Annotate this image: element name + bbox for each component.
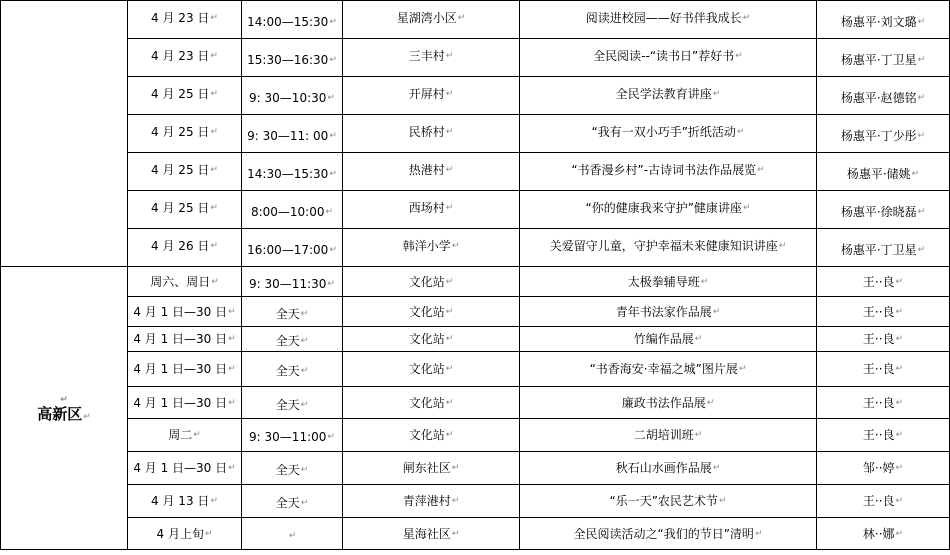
paragraph-mark: ↵ <box>694 334 703 344</box>
place-text: 韩洋小学 <box>402 238 451 253</box>
time-text: 14:30—15:30 <box>247 166 329 181</box>
cell-time <box>242 452 343 485</box>
place-text: 星湖湾小区 <box>396 10 457 25</box>
activity-text: 全民阅读活动之“我们的节日”清明 <box>573 526 754 541</box>
paragraph-mark: ↵ <box>445 430 454 440</box>
cell-activity <box>520 485 817 518</box>
paragraph-mark: ↵ <box>757 164 765 175</box>
paragraph-mark: ↵ <box>895 306 904 317</box>
paragraph-mark: ↵ <box>445 364 454 374</box>
table-row <box>1 39 950 77</box>
paragraph-mark: ↵ <box>445 202 454 213</box>
table-row <box>1 327 950 352</box>
date-text: 4 月 23 日 <box>151 10 210 25</box>
cell-time <box>242 191 343 229</box>
cell-place <box>343 518 520 550</box>
cell-place <box>343 115 520 153</box>
paragraph-mark: ↵ <box>445 397 454 408</box>
cell-time <box>242 77 343 115</box>
paragraph-mark: ↵ <box>718 496 727 506</box>
cell-date <box>128 452 242 485</box>
paragraph-mark: ↵ <box>300 336 309 346</box>
paragraph-mark: ↵ <box>300 366 309 376</box>
table-row <box>1 115 950 153</box>
activity-text: “乐一天”农民艺术节 <box>609 494 718 508</box>
paragraph-mark: ↵ <box>445 50 454 61</box>
date-text: 4 月 25 日 <box>151 200 210 215</box>
persons-text: 王··良 <box>862 304 895 319</box>
paragraph-mark: ↵ <box>706 397 715 408</box>
place-text: 民桥村 <box>408 124 445 139</box>
paragraph-mark: ↵ <box>712 88 721 99</box>
persons-text: 杨惠平·刘文璐 <box>840 14 917 29</box>
table-row <box>1 518 950 550</box>
table-row <box>1 387 950 419</box>
table-row <box>1 77 950 115</box>
activity-text: 太极拳辅导班 <box>627 274 700 289</box>
paragraph-mark: ↵ <box>300 498 309 508</box>
paragraph-mark: ↵ <box>895 463 904 473</box>
cell-time <box>242 267 343 297</box>
cell-time <box>242 1 343 39</box>
paragraph-mark: ↵ <box>210 50 218 61</box>
table-row <box>1 229 950 267</box>
paragraph-mark: ↵ <box>895 276 904 287</box>
activity-text: 阅读进校园——好书伴我成长 <box>585 10 742 25</box>
cell-place <box>343 452 520 485</box>
cell-time <box>242 115 343 153</box>
cell-activity <box>520 229 817 267</box>
paragraph-mark: ↵ <box>895 430 904 440</box>
paragraph-mark: ↵ <box>736 126 745 137</box>
cell-persons <box>817 297 950 327</box>
paragraph-mark: ↵ <box>210 202 218 213</box>
paragraph-mark: ↵ <box>210 12 218 23</box>
cell-time <box>242 327 343 352</box>
paragraph-mark: ↵ <box>329 244 337 255</box>
place-text: 文化站 <box>408 274 445 289</box>
activity-text: 秋石山水画作品展 <box>615 461 712 475</box>
paragraph-mark: ↵ <box>210 88 218 99</box>
paragraph-mark: ↵ <box>329 54 337 65</box>
cell-date <box>128 115 242 153</box>
time-text: 14:00—15:30 <box>247 14 329 29</box>
paragraph-mark: ↵ <box>228 364 236 374</box>
cell-activity <box>520 419 817 452</box>
place-text: 文化站 <box>408 428 445 442</box>
cell-place <box>343 267 520 297</box>
persons-text: 王··良 <box>862 428 895 442</box>
time-text: 全天 <box>275 496 300 510</box>
date-text: 4 月 1 日—30 日 <box>133 461 228 475</box>
cell-date <box>128 39 242 77</box>
paragraph-mark: ↵ <box>917 54 926 65</box>
place-text: 文化站 <box>408 332 445 346</box>
place-text: 文化站 <box>408 395 445 410</box>
activity-text: “你的健康我来守护”健康讲座 <box>585 200 742 215</box>
paragraph-mark: ↵ <box>895 364 904 374</box>
time-text: 全天 <box>275 364 300 378</box>
activity-text: 关爱留守儿童，守护幸福未来健康知识讲座 <box>549 238 778 253</box>
cell-time <box>242 352 343 387</box>
cell-place <box>343 419 520 452</box>
paragraph-mark: ↵ <box>457 12 466 23</box>
paragraph-mark: ↵ <box>895 496 904 506</box>
cell-persons <box>817 39 950 77</box>
cell-place <box>343 191 520 229</box>
paragraph-mark: ↵ <box>228 397 236 408</box>
date-text: 周六、周日 <box>150 274 211 289</box>
cell-date <box>128 387 242 419</box>
paragraph-mark: ↵ <box>694 430 703 440</box>
cell-persons <box>817 518 950 550</box>
date-text: 周二 <box>168 428 193 442</box>
cell-persons <box>817 387 950 419</box>
paragraph-mark: ↵ <box>204 528 213 539</box>
persons-text: 王··良 <box>862 494 895 508</box>
cell-activity <box>520 452 817 485</box>
district-name: 高新区 <box>37 404 83 423</box>
table-row <box>1 267 950 297</box>
activity-text: 全民学法教育讲座 <box>615 86 712 101</box>
table-row <box>1 153 950 191</box>
paragraph-mark: ↵ <box>300 465 309 475</box>
paragraph-mark: ↵ <box>451 496 460 506</box>
cell-place <box>343 352 520 387</box>
date-text: 4 月 25 日 <box>151 162 210 177</box>
date-text: 4 月 1 日—30 日 <box>133 395 228 410</box>
cell-persons <box>817 1 950 39</box>
time-text: 15:30—16:30 <box>247 52 329 67</box>
table-row <box>1 352 950 387</box>
activity-text: 青年书法家作品展 <box>615 304 712 319</box>
cell-persons <box>817 153 950 191</box>
paragraph-mark: ↵ <box>211 276 219 287</box>
cell-date <box>128 297 242 327</box>
cell-date <box>128 352 242 387</box>
cell-persons <box>817 419 950 452</box>
cell-place <box>343 387 520 419</box>
time-text: 9: 30—11:30 <box>249 276 327 291</box>
paragraph-mark: ↵ <box>329 130 337 141</box>
paragraph-mark: ↵ <box>300 399 309 410</box>
table-row <box>1 452 950 485</box>
cell-persons <box>817 191 950 229</box>
cell-activity <box>520 518 817 550</box>
activity-text: 廉政书法作品展 <box>621 395 706 410</box>
persons-text: 杨惠平·丁卫星 <box>840 52 917 67</box>
paragraph-mark: ↵ <box>445 306 454 317</box>
cell-time <box>242 297 343 327</box>
paragraph-mark: ↵ <box>445 276 454 287</box>
cell-place <box>343 229 520 267</box>
time-text: 全天 <box>275 397 300 412</box>
cell-date <box>128 518 242 550</box>
cell-activity <box>520 77 817 115</box>
cell-place <box>343 77 520 115</box>
cell-time <box>242 419 343 452</box>
district-cell <box>1 267 128 550</box>
paragraph-mark: ↵ <box>193 430 201 440</box>
cell-activity <box>520 352 817 387</box>
cell-date <box>128 267 242 297</box>
cell-place <box>343 1 520 39</box>
cell-activity <box>520 191 817 229</box>
place-text: 文化站 <box>408 304 445 319</box>
paragraph-mark: ↵ <box>895 334 904 344</box>
paragraph-mark: ↵ <box>911 168 920 179</box>
paragraph-mark: ↵ <box>210 126 218 137</box>
paragraph-mark: ↵ <box>778 240 787 251</box>
date-text: 4 月 1 日—30 日 <box>133 332 228 346</box>
paragraph-mark: ↵ <box>742 12 751 23</box>
persons-text: 杨惠平·储姚 <box>846 166 911 181</box>
paragraph-mark: ↵ <box>451 240 460 251</box>
date-text: 4 月 26 日 <box>151 238 210 253</box>
table-row <box>1 485 950 518</box>
cell-activity <box>520 327 817 352</box>
cell-activity <box>520 267 817 297</box>
time-text: 9: 30—10:30 <box>249 90 327 105</box>
paragraph-mark: ↵ <box>895 528 904 539</box>
cell-time <box>242 39 343 77</box>
date-text: 4 月 25 日 <box>151 86 210 101</box>
time-text: 9: 30—11:00 <box>249 430 327 444</box>
paragraph-mark: ↵ <box>210 164 218 175</box>
district-cell-empty <box>1 1 128 267</box>
paragraph-mark: ↵ <box>228 334 236 344</box>
activity-text: 全民阅读--“读书日”荐好书 <box>593 48 735 63</box>
cell-persons <box>817 267 950 297</box>
time-text: 全天 <box>275 306 300 321</box>
cell-persons <box>817 485 950 518</box>
cell-activity <box>520 115 817 153</box>
paragraph-mark: ↵ <box>329 16 337 27</box>
place-text: 闸东社区 <box>402 461 451 475</box>
persons-text: 林··娜 <box>862 526 895 541</box>
time-text: 全天 <box>275 463 300 477</box>
time-text: 16:00—17:00 <box>247 242 329 257</box>
paragraph-mark: ↵ <box>700 276 709 287</box>
place-text: 星海社区 <box>402 526 451 541</box>
persons-text: 王··良 <box>862 395 895 410</box>
paragraph-mark: ↵ <box>917 130 926 141</box>
paragraph-mark: ↵ <box>445 334 454 344</box>
cell-place <box>343 485 520 518</box>
cell-persons <box>817 115 950 153</box>
activity-text: “书香海安·幸福之城”图片展 <box>589 362 738 376</box>
paragraph-mark: ↵ <box>917 206 926 217</box>
activity-text: 二胡培训班 <box>633 428 694 442</box>
paragraph-mark: ↵ <box>451 463 460 473</box>
time-text: 8:00—10:00 <box>250 204 325 219</box>
paragraph-mark: ↵ <box>735 50 743 61</box>
cell-date <box>128 419 242 452</box>
paragraph-mark: ↵ <box>329 168 337 179</box>
paragraph-mark: ↵ <box>210 496 218 506</box>
cell-date <box>128 1 242 39</box>
cell-activity <box>520 387 817 419</box>
paragraph-mark: ↵ <box>738 364 747 374</box>
persons-text: 王··良 <box>862 274 895 289</box>
persons-text: 杨惠平·赵德铭 <box>840 90 917 105</box>
cell-persons <box>817 327 950 352</box>
persons-text: 杨惠平·徐晓磊 <box>840 204 917 219</box>
cell-time <box>242 485 343 518</box>
time-text: 9: 30—11: 00 <box>247 128 329 143</box>
cell-date <box>128 191 242 229</box>
cell-persons <box>817 229 950 267</box>
date-text: 4 月上旬 <box>156 526 204 541</box>
paragraph-mark: ↵ <box>325 206 334 217</box>
paragraph-mark: ↵ <box>917 244 926 255</box>
place-text: 热港村 <box>408 162 445 177</box>
paragraph-mark: ↵ <box>300 308 309 319</box>
place-text: 开屏村 <box>408 86 445 101</box>
persons-text: 杨惠平·丁少彤 <box>840 128 917 143</box>
persons-text: 王··良 <box>862 332 895 346</box>
place-text: 文化站 <box>408 362 445 376</box>
cell-persons <box>817 77 950 115</box>
paragraph-mark: ↵ <box>895 397 904 408</box>
paragraph-mark: ↵ <box>327 278 335 289</box>
paragraph-mark: ↵ <box>228 463 236 473</box>
paragraph-mark: ↵ <box>228 306 236 317</box>
persons-text: 杨惠平·丁卫星 <box>840 242 917 257</box>
cell-date <box>128 327 242 352</box>
paragraph-mark: ↵ <box>445 164 454 175</box>
paragraph-mark: ↵ <box>917 92 926 103</box>
date-text: 4 月 13 日 <box>151 494 210 508</box>
place-text: 西场村 <box>408 200 445 215</box>
date-text: 4 月 1 日—30 日 <box>133 304 228 319</box>
cell-activity <box>520 153 817 191</box>
paragraph-mark: ↵ <box>712 306 721 317</box>
table-row <box>1 191 950 229</box>
table-row <box>1 1 950 39</box>
paragraph-mark: ↵ <box>712 463 721 473</box>
paragraph-mark: ↵ <box>917 16 926 27</box>
persons-text: 邹··婷 <box>862 461 895 475</box>
paragraph-mark: ↵ <box>288 530 297 541</box>
activity-text: “书香漫乡村”-古诗词书法作品展览 <box>571 162 757 177</box>
paragraph-mark: ↵ <box>60 394 68 405</box>
time-text: 全天 <box>275 334 300 348</box>
date-text: 4 月 23 日 <box>151 48 210 63</box>
activity-text: 竹编作品展 <box>633 332 694 346</box>
cell-activity <box>520 39 817 77</box>
place-text: 三丰村 <box>408 48 445 63</box>
cell-persons <box>817 352 950 387</box>
paragraph-mark: ↵ <box>451 528 460 539</box>
cell-time <box>242 229 343 267</box>
paragraph-mark: ↵ <box>742 202 751 213</box>
cell-place <box>343 39 520 77</box>
date-text: 4 月 25 日 <box>151 124 210 139</box>
place-text: 青萍港村 <box>402 494 451 508</box>
cell-place <box>343 327 520 352</box>
cell-activity <box>520 1 817 39</box>
cell-date <box>128 229 242 267</box>
cell-activity <box>520 297 817 327</box>
paragraph-mark: ↵ <box>83 411 91 422</box>
paragraph-mark: ↵ <box>327 92 335 103</box>
paragraph-mark: ↵ <box>754 528 763 539</box>
cell-date <box>128 153 242 191</box>
cell-place <box>343 297 520 327</box>
date-text: 4 月 1 日—30 日 <box>133 362 228 376</box>
cell-time <box>242 387 343 419</box>
activity-text: “我有一双小巧手”折纸活动 <box>591 124 736 139</box>
cell-persons <box>817 452 950 485</box>
paragraph-mark: ↵ <box>445 126 454 137</box>
cell-time <box>242 518 343 550</box>
cell-date <box>128 485 242 518</box>
paragraph-mark: ↵ <box>445 88 454 99</box>
paragraph-mark: ↵ <box>210 240 218 251</box>
cell-time <box>242 153 343 191</box>
cell-place <box>343 153 520 191</box>
table-row <box>1 419 950 452</box>
persons-text: 王··良 <box>862 362 895 376</box>
cell-date <box>128 77 242 115</box>
table-row <box>1 297 950 327</box>
paragraph-mark: ↵ <box>327 432 335 442</box>
